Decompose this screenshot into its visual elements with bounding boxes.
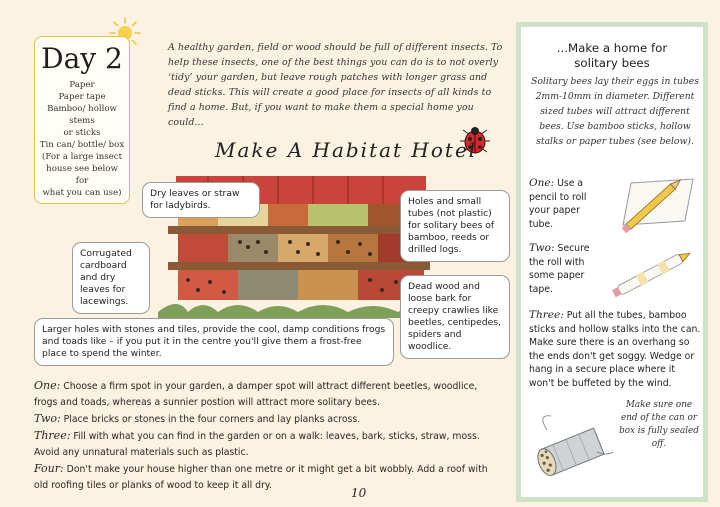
sidebar-title-line: solitary bees <box>574 56 650 70</box>
day-title: Day 2 <box>41 42 123 75</box>
step-text: Don't make your house higher than one metre or it might get a bit wobbly. Add a roof with old roofing tiles or planks of wood to keep it all dry. <box>34 464 488 491</box>
callout-larger-holes: Larger holes with stones and tiles, provide the cool, damp conditions frogs and toads like – if you put it in the centre you'll give them a frost-free place to spend the winter. <box>34 318 394 366</box>
sidebar-title-line: ...Make a home for <box>556 41 668 55</box>
material-item: what you can use) <box>42 188 122 198</box>
step-label: Three: <box>34 429 71 442</box>
step-text: Use a pencil to roll your paper tube. <box>529 178 587 230</box>
hotel-steps <box>34 378 494 494</box>
material-item: or sticks <box>63 128 101 138</box>
material-item: Bamboo/ hollow stems <box>47 104 117 126</box>
step-text: Fill with what you can find in the garden or on a walk: leaves, bark, sticks, straw, moss. Avoid any unnatural materials such as plastic. <box>34 431 480 458</box>
sidebar-step-one <box>529 177 599 231</box>
step-text: Secure the roll with some paper tape. <box>529 243 590 295</box>
sidebar-step-two <box>529 242 599 296</box>
callout-holes-small-tubes: Holes and small tubes (not plastic) for solitary bees of bamboo, reeds or drilled logs. <box>400 190 510 262</box>
step-text: Choose a firm spot in your garden, a damper spot will attract different beetles, woodlice, frogs and toads, whereas a sunnier postion will attract more solitary bees. <box>34 381 478 408</box>
step-text: Put all the tubes, bamboo sticks and hollow stalks into the can. Make sure there is an overhang so the ends don't get soggy. Wedge or hang in a secure place where it won't be buffeted by the wind. <box>529 310 701 389</box>
step-label: Three: <box>529 309 564 321</box>
callout-corrugated: Corrugated cardboard and dry leaves for lacewings. <box>72 242 150 314</box>
hotel-title: Make A Habitat Hotel <box>215 138 478 162</box>
taped-paper-tube-icon <box>601 249 701 299</box>
solitary-bees-sidebar <box>516 22 708 502</box>
sidebar-intro: Solitary bees lay their eggs in tubes 2mm-10mm in diameter. Different sized tubes will attract different bees. Use bamboo sticks, hollow stalks or paper tubes (see below). <box>531 76 699 147</box>
pencil-rolling-paper-icon <box>601 177 701 233</box>
material-item: (For a large insect <box>41 152 123 162</box>
step-text: Place bricks or stones in the four corners and lay planks across. <box>63 414 361 425</box>
day-materials-box <box>34 36 130 204</box>
step-label: Two: <box>529 242 555 254</box>
intro-paragraph: A healthy garden, field or wood should be full of different insects. To help these insects, one of the best things you can do is to not overly ‘tidy’ your garden, but leave rough patches with longer grass and dead sticks. This will create a good place for insects of all kinds to find a home. But, if you want to make them a special home you could... <box>168 42 503 128</box>
material-item: Paper <box>69 80 95 90</box>
step-label: Four: <box>34 462 64 475</box>
step-item <box>34 378 494 411</box>
sidebar-title <box>521 41 703 71</box>
callout-dry-leaves: Dry leaves or straw for ladybirds. <box>142 182 260 218</box>
sidebar-step-three <box>529 309 701 390</box>
step-label: One: <box>529 177 555 189</box>
step-item <box>34 461 494 494</box>
material-item: Paper tape <box>58 92 106 102</box>
sidebar-note: Make sure one end of the can or box is fully sealed off. <box>619 400 699 449</box>
material-item: house see below for <box>46 164 118 186</box>
step-label: One: <box>34 379 61 392</box>
tin-can-bee-home-icon <box>527 412 617 482</box>
step-item <box>34 428 494 461</box>
step-label: Two: <box>34 412 61 425</box>
step-item <box>34 411 494 428</box>
page-number: 10 <box>351 486 367 500</box>
material-item: Tin can/ bottle/ box <box>39 140 125 150</box>
callout-dead-wood: Dead wood and loose bark for creepy crawlies like beetles, centipedes, spiders and woodlice. <box>400 275 510 359</box>
